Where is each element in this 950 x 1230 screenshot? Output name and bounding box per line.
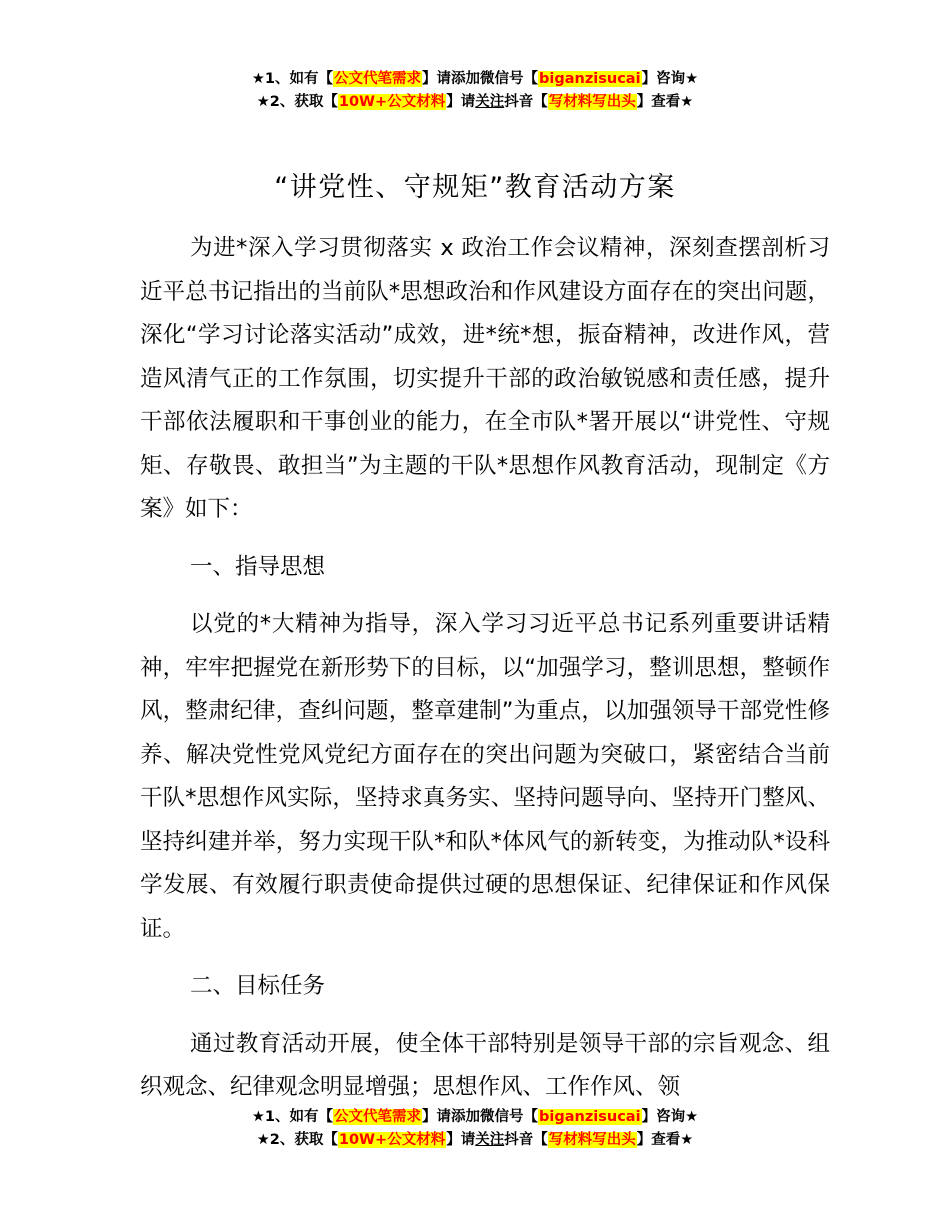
banner-text: 】查看★ <box>636 94 694 110</box>
footer-banner <box>0 1106 950 1152</box>
banner-text: 】咨询★ <box>641 1109 699 1125</box>
banner-line-1 <box>0 1106 950 1129</box>
section-paragraph: 以党的*大精神为指导，深入学习习近平总书记系列重要讲话精神，牢牢把握党在新形势下的目标，以“加强学习，整训思想，整顿作风，整肃纪律，查纠问题，整章建制”为重点，以加强领导干部党性修养、解决党性党风党纪方面存在的突出问题为突破口，紧密结合当前干队*思想作风实际，坚持求真务实、坚持问题导向、坚持开门整风、坚持纠建并举，努力实现干队*和队*体风气的新转变，为推动队*设科学发展、有效履行职责使命提供过硬的思想保证、纪律保证和作风保证。 <box>140 611 830 942</box>
header-banner <box>0 68 950 114</box>
banner-text: 】请添加微信号【 <box>422 71 539 87</box>
banner-highlight: 写材料写出头 <box>548 94 636 110</box>
banner-line-1 <box>0 68 950 91</box>
wechat-id-highlight: biganzisucai <box>539 1109 641 1125</box>
banner-text: 】咨询★ <box>641 71 699 87</box>
banner-text: 抖音【 <box>504 94 548 110</box>
document-body <box>140 227 830 1110</box>
banner-text: ★1、如有【 <box>251 1109 334 1125</box>
banner-text: 抖音【 <box>504 1132 548 1148</box>
banner-underlined-text: 关注 <box>475 94 505 110</box>
banner-text: 】查看★ <box>636 1132 694 1148</box>
document-title: “讲党性、守规矩”教育活动方案 <box>274 172 676 203</box>
section-paragraph: 通过教育活动开展，使全体干部特别是领导干部的宗旨观念、组织观念、纪律观念明显增强；思想作风、工作作风、领 <box>140 1030 830 1100</box>
banner-line-2 <box>0 1129 950 1152</box>
banner-line-2 <box>0 91 950 114</box>
banner-highlight: 公文代笔需求 <box>334 1109 422 1125</box>
banner-text: ★2、获取【 <box>256 1132 338 1148</box>
wechat-id-highlight: biganzisucai <box>539 71 641 87</box>
banner-text: 】请 <box>446 94 476 110</box>
section-heading: 一、指导思想 <box>190 553 326 580</box>
banner-text: 】请 <box>446 1132 476 1148</box>
intro-paragraph: 为进*深入学习贯彻落实 x 政治工作会议精神，深刻查摆剖析习近平总书记指出的当前队*思想政治和作风建设方面存在的突出问题，深化“学习讨论落实活动”成效，进*统*想，振奋精神，改进作风，营造风清气正的工作氛围，切实提升干部的政治敏锐感和责任感，提升干部依法履职和干事创业的能力，在全市队*署开展以“讲党性、守规矩、存敬畏、敢担当”为主题的干队*思想作风教育活动，现制定《方案》如下： <box>140 235 830 522</box>
banner-text: ★1、如有【 <box>251 71 334 87</box>
banner-highlight: 写材料写出头 <box>548 1132 636 1148</box>
banner-highlight: 10W+公文材料 <box>338 1132 446 1148</box>
banner-highlight: 公文代笔需求 <box>334 71 422 87</box>
banner-highlight: 10W+公文材料 <box>338 94 446 110</box>
banner-text: ★2、获取【 <box>256 94 338 110</box>
section-heading: 二、目标任务 <box>190 973 326 999</box>
banner-underlined-text: 关注 <box>475 1132 505 1148</box>
banner-text: 】请添加微信号【 <box>422 1109 539 1125</box>
